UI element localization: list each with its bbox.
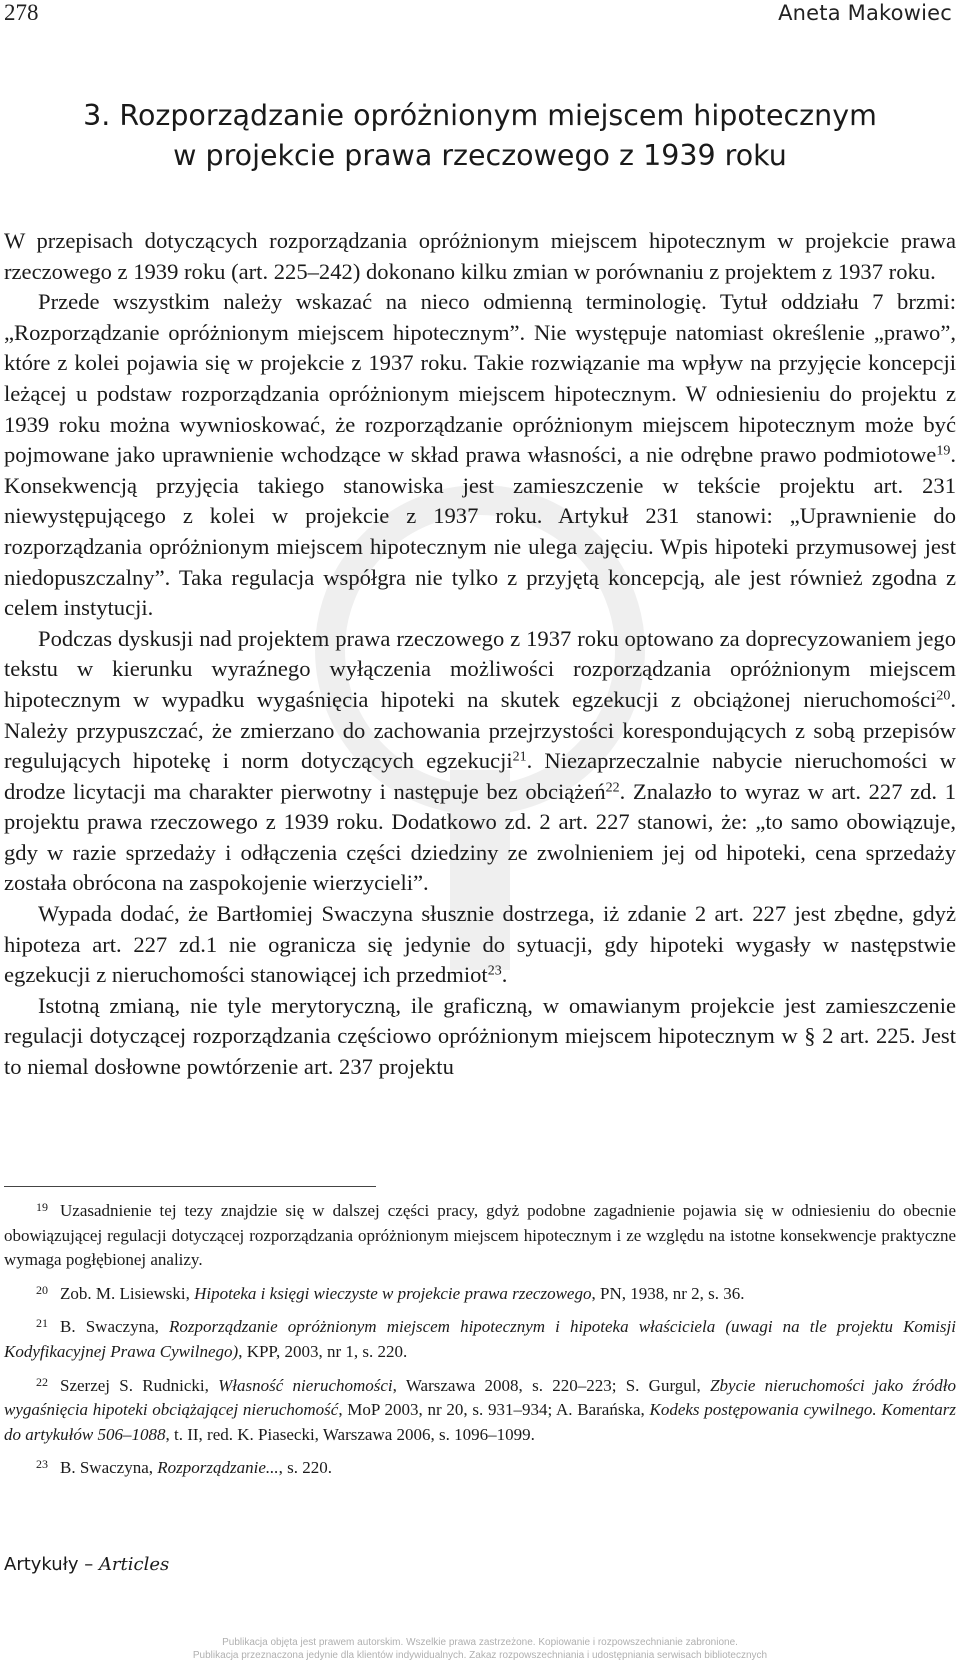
section-title-line-2: w projekcie prawa rzeczowego z 1939 roku bbox=[173, 139, 787, 172]
paragraph-2-text-b: . Konsekwencją przyjęcia takiego stanowiska jest zamieszczenie w tekście projektu art. 231 niewystępującego z kolei w projekcie z 1937 roku. Artykuł 231 stanowi: „Uprawnienie do rozporządzania opróżnionym miejscem hipotecznym nie ulega zajęciu. Wpis hipoteki przymusowej jest niedopuszczalny”. Taka regulacja współgra nie tylko z przyjętą koncepcją, ale jest również zgodna z celem instytucji. bbox=[4, 442, 956, 621]
footnote-separator bbox=[4, 1186, 376, 1187]
footer-label-en: Articles bbox=[98, 1554, 170, 1575]
footnote-text: Uzasadnienie tej tezy znajdzie się w dalszej części pracy, gdyż podobne zagadnienie pojawia się w odniesieniu do obecnie obowiązującej regulacji dotyczącej rozporządzania opróżnionym miejscem hipotecznym i ze względu na istotne konsekwencje praktyczne wymaga pogłębionej analizy. bbox=[4, 1201, 956, 1270]
footnote-23 bbox=[4, 1452, 956, 1481]
footnote-text: Szerzej S. Rudnicki, bbox=[60, 1375, 219, 1395]
footer-label-dash: – bbox=[78, 1554, 99, 1575]
page-number: 278 bbox=[4, 0, 39, 25]
footnote-ref-20[interactable]: 20 bbox=[936, 688, 951, 704]
footnote-ref-21[interactable]: 21 bbox=[512, 749, 527, 765]
footnote-title: Zbycie nieruchomości jako źródło wygaśnięcia hipoteki obciążającej nieruchomość bbox=[4, 1375, 956, 1420]
footnote-number: 23 bbox=[36, 1457, 48, 1472]
footnote-text: , PN, 1938, nr 2, s. 36. bbox=[591, 1283, 745, 1303]
footnote-number: 19 bbox=[36, 1200, 48, 1214]
footnote-text: Zob. M. Lisiewski, bbox=[60, 1283, 195, 1303]
running-head-author: Aneta Makowiec bbox=[778, 1, 952, 25]
footnote-title: Rozporządzanie... bbox=[157, 1458, 279, 1478]
section-title bbox=[0, 96, 960, 176]
paragraph-1: W przepisach dotyczących rozporządzania opróżnionym miejscem hipotecznym w projekcie prawa rzeczowego z 1939 roku (art. 225–242) dokonano kilku zmian w porównaniu z projektem z 1937 roku. bbox=[4, 228, 956, 284]
footnote-text: , t. II, red. K. Piasecki, Warszawa 2006, s. 1096–1099. bbox=[165, 1424, 535, 1444]
footnote-22 bbox=[4, 1370, 956, 1448]
footer-label-pl: Artykuły bbox=[4, 1554, 79, 1575]
copyright-notice-line-2: Publikacja przeznaczona jedynie dla klientów indywidualnych. Zakaz rozpowszechniania i udostępniania serwisach bibliotecznych bbox=[192, 1650, 768, 1661]
footnote-20 bbox=[4, 1278, 956, 1307]
paragraph-3-text-a: Podczas dyskusji nad projektem prawa rzeczowego z 1937 roku optowano za doprecyzowaniem jego tekstu w kierunku wyraźnego wyłączenia możliwości rozporządzania opróżnionym miejscem hipotecznym w wypadku wygaśnięcia hipoteki na skutek egzekucji z obciążonej nieruchomości bbox=[4, 625, 956, 712]
footnotes bbox=[4, 1195, 956, 1486]
footnote-text: , MoP 2003, nr 20, s. 931–934; A. Barańska, bbox=[338, 1400, 650, 1420]
footer-section-label bbox=[4, 1554, 169, 1575]
footnote-19 bbox=[4, 1195, 956, 1273]
section-title-line-1 bbox=[0, 96, 960, 136]
paragraph-4-text-b: . bbox=[501, 962, 508, 988]
running-head bbox=[4, 0, 952, 40]
copyright-notice bbox=[0, 1636, 960, 1662]
paragraph-2 bbox=[4, 287, 956, 624]
footnote-21 bbox=[4, 1311, 956, 1364]
footnote-number: 21 bbox=[36, 1316, 48, 1331]
footnote-text: , KPP, 2003, nr 1, s. 220. bbox=[238, 1341, 408, 1361]
footnote-title: Własność nieruchomości bbox=[218, 1375, 393, 1395]
section-title-text-1: Rozporządzanie opróżnionym miejscem hipotecznym bbox=[119, 99, 877, 132]
section-number: 3. bbox=[83, 99, 111, 132]
paragraph-2-text-a: Przede wszystkim należy wskazać na nieco odmienną terminologię. Tytuł oddziału 7 brzmi: „Rozporządzanie opróżnionym miejscem hipotecznym”. Nie występuje natomiast określenie „prawo”, które z kolei pojawia się w projekcie z 1937 roku. Takie rozwiązanie ma wpływ na przyjęcie koncepcji leżącej u podstaw rozporządzania opróżnionym miejscem hipotecznym. W odniesieniu do projektu z 1939 roku można wywnioskować, że rozporządzanie opróżnionym miejscem hipotecznym może być pojmowane jako uprawnienie wchodzące w skład prawa własności, a nie odrębne prawo podmiotowe bbox=[4, 289, 956, 468]
footnote-ref-19[interactable]: 19 bbox=[936, 443, 951, 459]
footnote-text: B. Swaczyna, bbox=[60, 1317, 170, 1337]
paragraph-3 bbox=[4, 624, 956, 899]
footnote-title: Rozporządzanie opróżnionym miejscem hipotecznym i hipoteka właściciela (uwagi na tle projektu Komisji Kodyfikacyjnej Prawa Cywilnego) bbox=[4, 1317, 956, 1361]
paragraph-5: Istotną zmianą, nie tyle merytoryczną, ile graficzną, w omawianym projekcie jest zamieszczenie regulacji dotyczącej rozporządzania częściowo opróżnionym miejscem hipotecznym w § 2 art. 225. Jest to niemal dosłowne powtórzenie art. 237 projektu bbox=[4, 992, 956, 1080]
paragraph-3-text-d: . Znalazło to wyraz w art. 227 zd. 1 projektu prawa rzeczowego z 1939 roku. Dodatkowo zd. 2 art. 227 stanowi, że: „to samo obowiązuje, gdy w razie sprzedaży i odłączenia części dziedziny ze zwolnieniem jej od hipoteki, cena sprzedaży została obrócona na zaspokojenie wierzycieli”. bbox=[4, 778, 956, 896]
footnote-text: , s. 220. bbox=[278, 1458, 333, 1478]
body-text bbox=[4, 226, 956, 1083]
footnote-title: Hipoteka i księgi wieczyste w projekcie prawa rzeczowego bbox=[194, 1283, 592, 1303]
footnote-number: 22 bbox=[36, 1374, 48, 1389]
footnote-text: , Warszawa 2008, s. 220–223; S. Gurgul, bbox=[392, 1375, 711, 1395]
paragraph-4 bbox=[4, 899, 956, 991]
footnote-text: B. Swaczyna, bbox=[60, 1458, 158, 1478]
footnote-title: Kodeks postępowania cywilnego. Komentarz do artykułów 506–1088 bbox=[4, 1400, 956, 1444]
footnote-ref-22[interactable]: 22 bbox=[605, 779, 620, 795]
copyright-notice-line-1: Publikacja objęta jest prawem autorskim. Wszelkie prawa zastrzeżone. Kopiowanie i rozpowszechnianie zabronione. bbox=[222, 1637, 738, 1648]
paragraph-3-text-c: . Niezaprzeczalnie nabycie nieruchomości w drodze licytacji ma charakter pierwotny i następuje bez obciążeń bbox=[4, 748, 956, 804]
paragraph-4-text-a: Wypada dodać, że Bartłomiej Swaczyna słusznie dostrzega, iż zdanie 2 art. 227 jest zbędne, gdyż hipoteza art. 227 zd.1 nie ogranicza się jedynie do sytuacji, gdy hipoteki wygasły w następstwie egzekucji z nieruchomości stanowiącej ich przedmiot bbox=[4, 901, 956, 988]
footnote-number: 20 bbox=[36, 1282, 48, 1297]
paragraph-3-text-b: . Należy przypuszczać, że zmierzano do zachowania przejrzystości korespondujących z sobą przepisów regulujących hipotekę i norm dotyczących egzekucji bbox=[4, 686, 956, 774]
footnote-ref-23[interactable]: 23 bbox=[487, 963, 502, 979]
